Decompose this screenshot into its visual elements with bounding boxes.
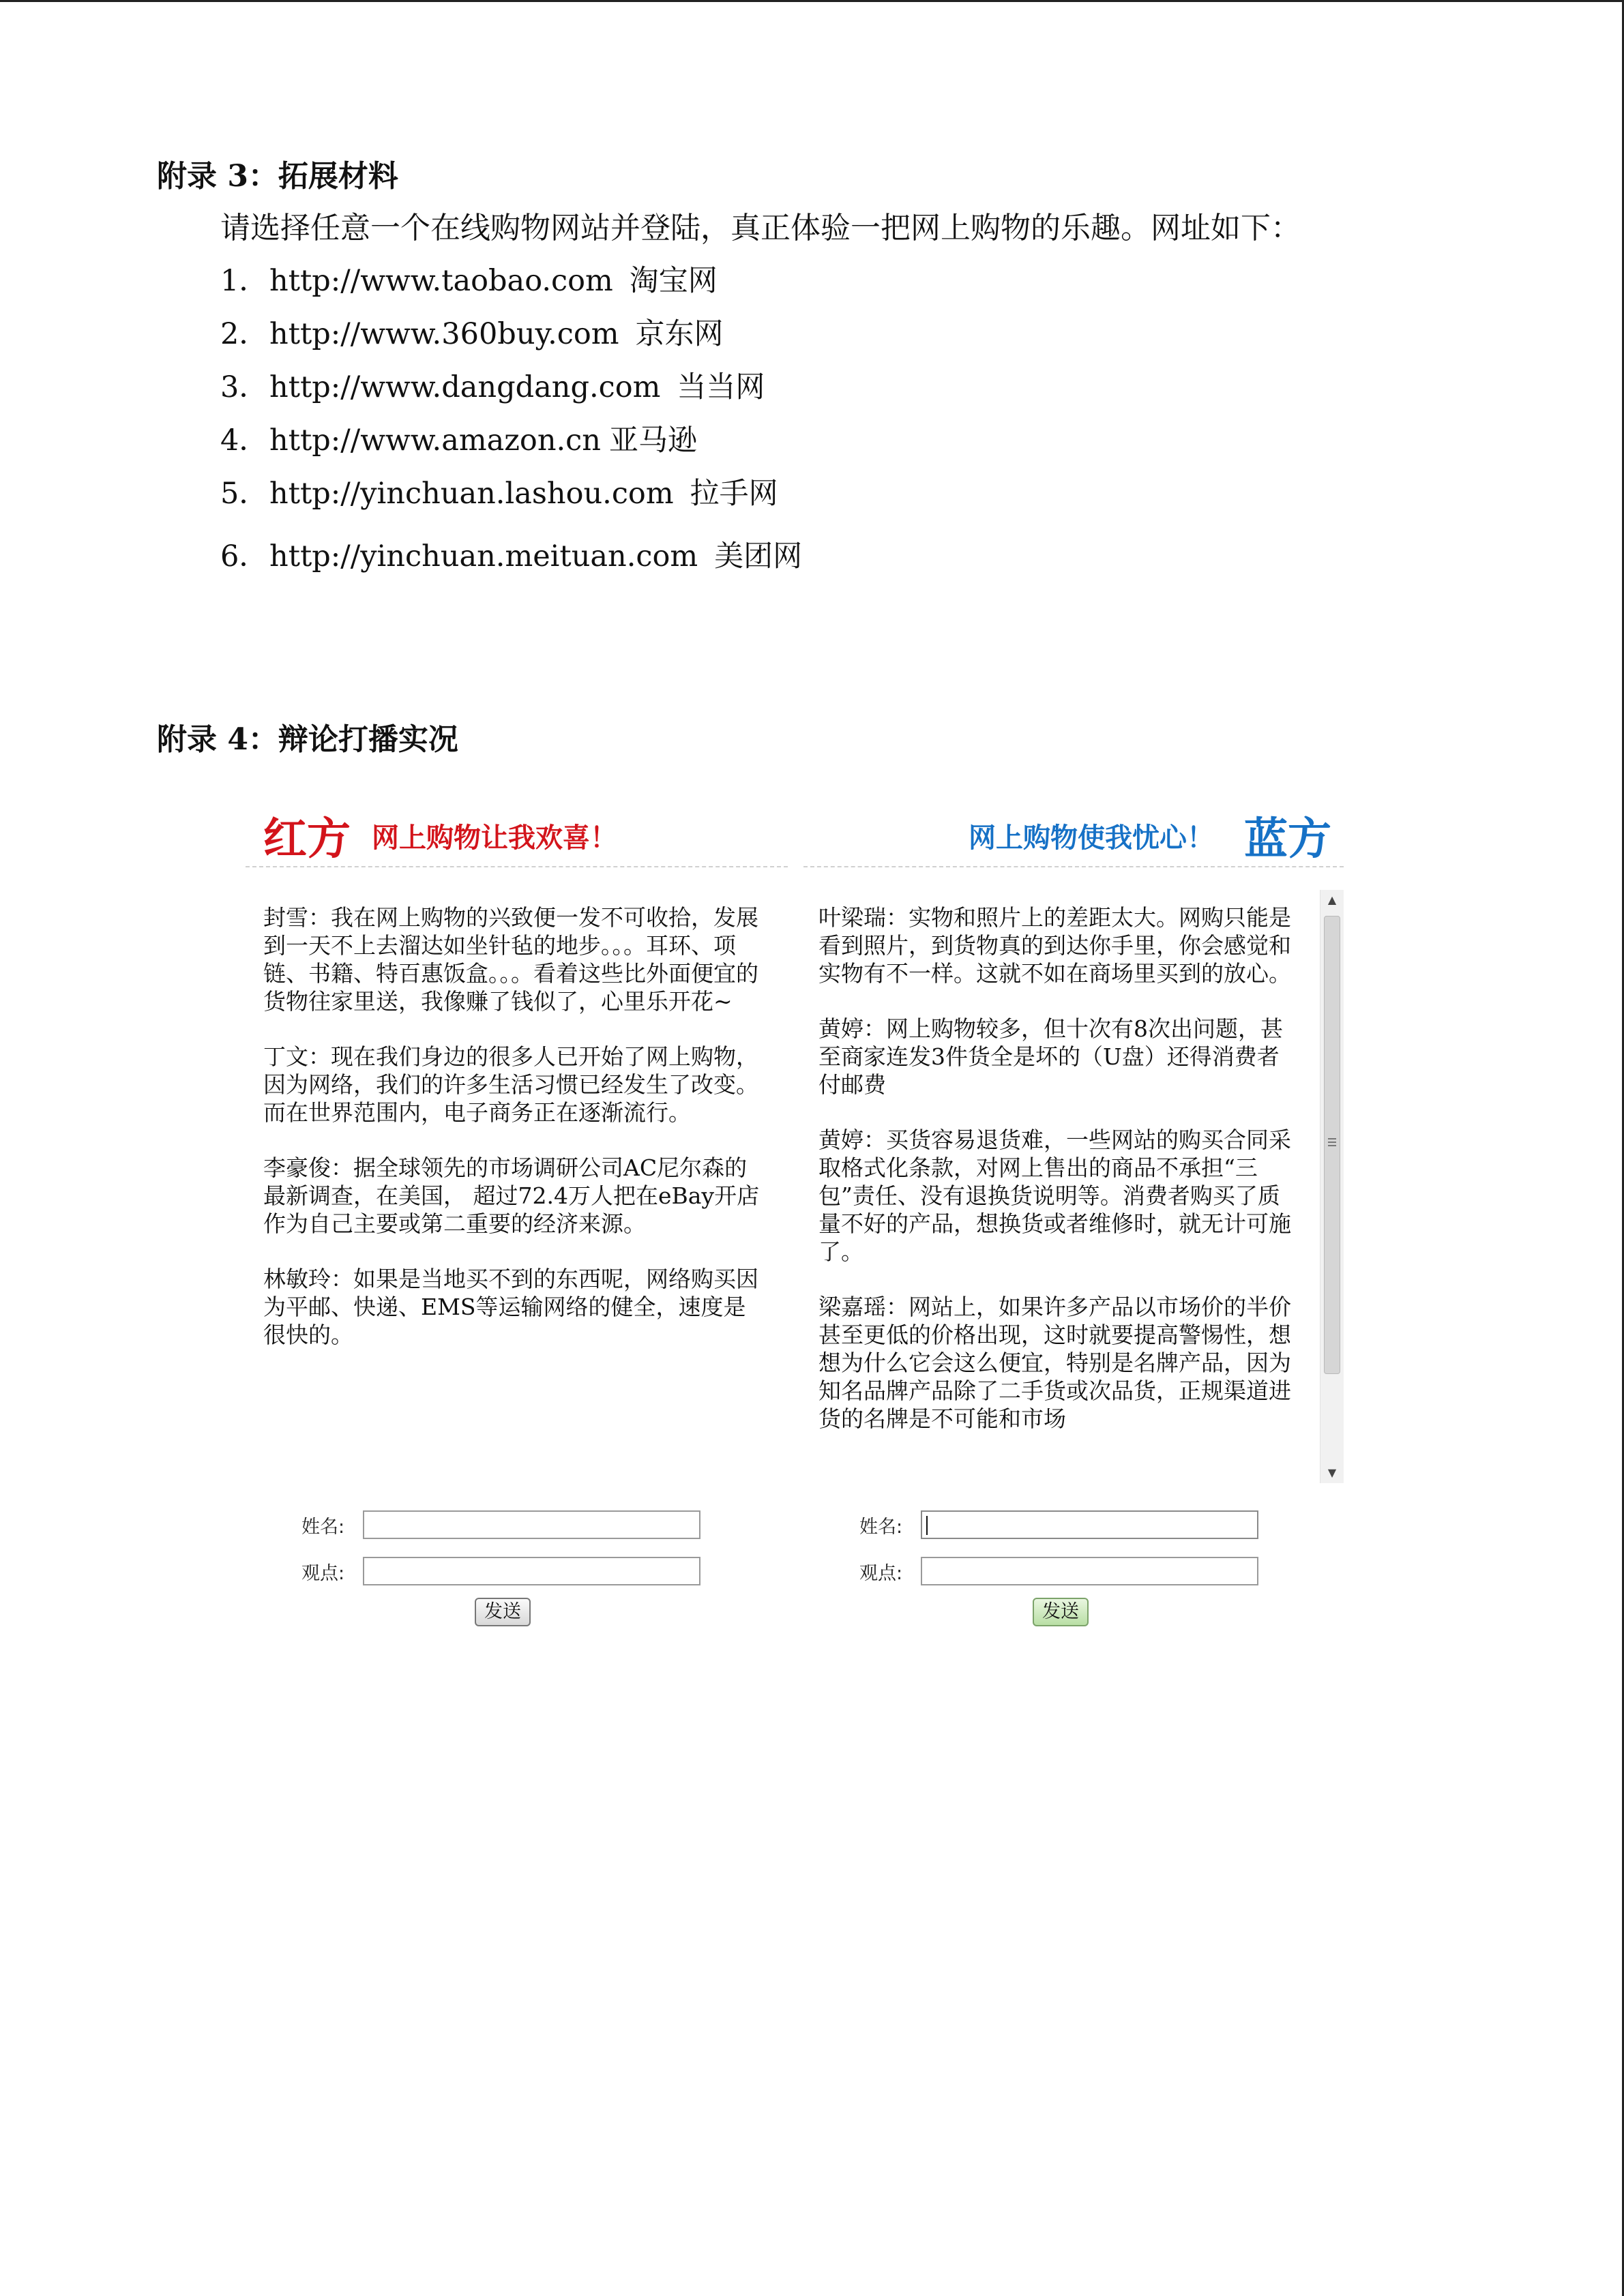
- blue-send-button[interactable]: 发送: [1033, 1598, 1089, 1626]
- list-number: 1．: [220, 264, 269, 298]
- blue-team-slogan: 网上购物使我忧心！: [969, 822, 1214, 854]
- message: 梁嘉瑶：网站上，如果许多产品以市场价的半价甚至更低的价格出现，这时就要提高警惕性，想想为什么它会这么便宜，特别是名牌产品，因为知名品牌产品除了二手货或次品货，正规渠道进货的名牌是不可能和市场: [818, 1294, 1291, 1432]
- red-team-slogan: 网上购物让我欢喜！: [372, 822, 617, 854]
- view-label: 观点:: [859, 1563, 903, 1584]
- view-label: 观点:: [301, 1563, 345, 1584]
- message: 林敏玲：如果是当地买不到的东西呢，网络购买因为平邮、快递、EMS等运输网络的健全，速度是很快的。: [263, 1266, 758, 1348]
- name-label: 姓名:: [859, 1517, 903, 1538]
- message: 黄婷：网上购物较多，但十次有8次出问题，甚至商家连发3件货全是坏的（U盘）还得消费者付邮费: [818, 1015, 1283, 1098]
- site-name: 亚马逊: [608, 423, 697, 458]
- red-send-button[interactable]: 发送: [475, 1598, 531, 1626]
- red-message-list: [263, 904, 765, 1376]
- list-item: [220, 311, 724, 353]
- list-item: [220, 471, 778, 512]
- list-number: 4．: [220, 423, 269, 458]
- list-item: [220, 533, 802, 575]
- message: 黄婷：买货容易退货难，一些网站的购买合同采取格式化条款，对网上售出的商品不承担“三包”责任、没有退换货说明等。消费者购买了质量不好的产品，想换货或者维修时，就无计可施了。: [818, 1127, 1291, 1265]
- list-number: 3．: [220, 370, 269, 404]
- list-item: [220, 417, 697, 459]
- blue-name-input[interactable]: [921, 1510, 1258, 1539]
- blue-message-list[interactable]: [818, 904, 1296, 1480]
- message: 封雪：我在网上购物的兴致便一发不可收拾，发展到一天不上去溜达如坐针毡的地步。。。耳环、项链、书籍、特百惠饭盒。。。看着这些比外面便宜的货物往家里送，我像赚了钱似了，心里乐开花~: [263, 904, 758, 1015]
- list-number: 5．: [220, 477, 269, 511]
- red-name-input[interactable]: [363, 1510, 700, 1539]
- site-url-link[interactable]: http://www.taobao.com: [269, 264, 613, 298]
- site-url-link[interactable]: http://yinchuan.meituan.com: [269, 539, 698, 573]
- site-name: 京东网: [635, 317, 724, 351]
- red-view-input[interactable]: [363, 1557, 700, 1585]
- red-post-form: [246, 1497, 788, 1640]
- blue-team-header: [803, 801, 1344, 867]
- message: 丁文：现在我们身边的很多人已开始了网上购物，因为网络，我们的许多生活习惯已经发生了改变。而在世界范围内，电子商务正在逐渐流行。: [263, 1043, 758, 1126]
- appendix-3-title: 附录 3：拓展材料: [157, 159, 398, 194]
- site-url-link[interactable]: http://yinchuan.lashou.com: [269, 477, 674, 511]
- list-item: [220, 258, 718, 299]
- blue-post-form: [803, 1497, 1346, 1640]
- appendix-3-intro: 请选择任意一个在线购物网站并登陆，真正体验一把网上购物的乐趣。网址如下：: [220, 211, 1301, 245]
- red-team-name: 红方: [263, 814, 351, 865]
- site-name: 当当网: [677, 370, 765, 404]
- message: 叶梁瑞：实物和照片上的差距太大。网购只能是看到照片，到货物真的到达你手里，你会感觉和实物有不一样。这就不如在商场里买到的放心。: [818, 904, 1291, 987]
- site-name: 美团网: [714, 539, 803, 573]
- message: 李豪俊：据全球领先的市场调研公司AC尼尔森的最新调查，在美国， 超过72.4万人把在eBay开店作为自己主要或第二重要的经济来源。: [263, 1154, 760, 1237]
- site-url-link[interactable]: http://www.360buy.com: [269, 317, 619, 351]
- site-name: 淘宝网: [629, 264, 718, 298]
- blue-view-input[interactable]: [921, 1557, 1258, 1585]
- scroll-thumb[interactable]: [1324, 916, 1340, 1374]
- site-name: 拉手网: [690, 477, 778, 511]
- debate-widget: [246, 801, 1344, 1640]
- list-item: [220, 364, 765, 406]
- name-label: 姓名:: [301, 1517, 345, 1538]
- page-border-top: [0, 0, 1624, 2]
- scroll-down-icon[interactable]: ▼: [1327, 1466, 1337, 1479]
- appendix-4-title: 附录 4：辩论打播实况: [157, 722, 458, 757]
- grip-icon: [1328, 1138, 1336, 1146]
- list-number: 6．: [220, 539, 269, 573]
- text-caret: [926, 1516, 928, 1535]
- red-team-header: [246, 801, 788, 867]
- scroll-up-icon[interactable]: ▲: [1327, 893, 1337, 906]
- site-url-link[interactable]: http://www.amazon.cn: [269, 423, 601, 458]
- list-number: 2．: [220, 317, 269, 351]
- blue-team-name: 蓝方: [1244, 814, 1331, 865]
- site-url-link[interactable]: http://www.dangdang.com: [269, 370, 661, 404]
- message-scrollbar[interactable]: [1320, 890, 1344, 1483]
